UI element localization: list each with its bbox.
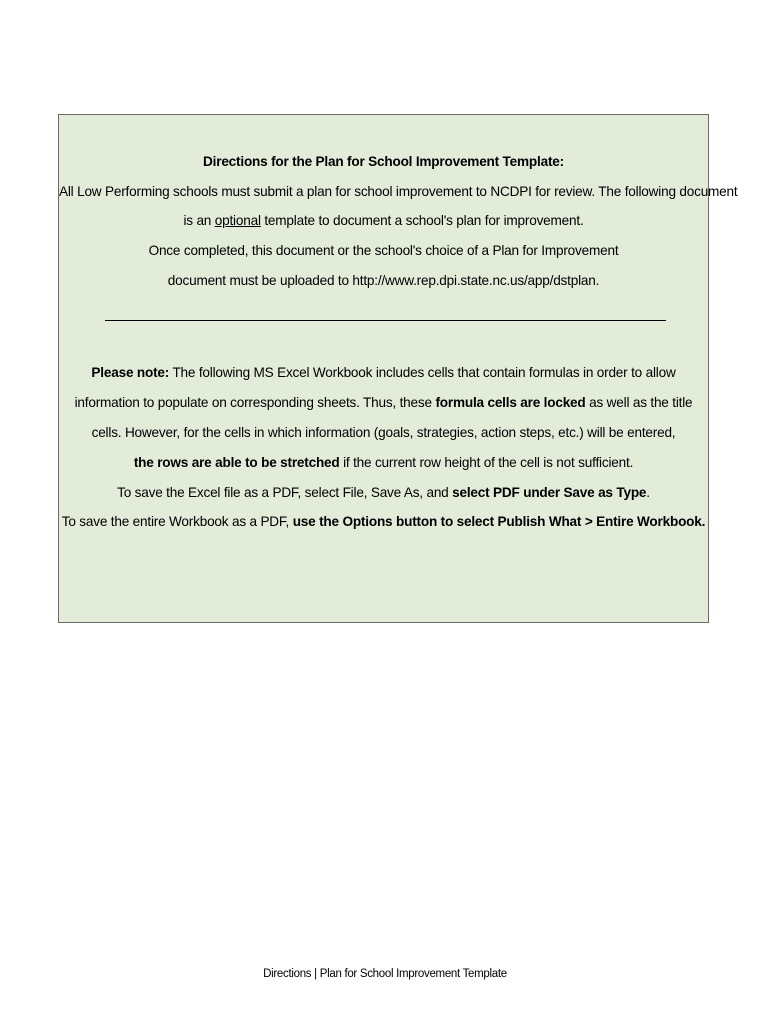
directions-title-text: Directions for the Plan for School Improvement Template: [203,154,564,169]
note-line-3: cells. However, for the cells in which information (goals, strategies, action steps, etc.) will be entered, [91,425,676,440]
note-line-5-post: . [646,485,650,500]
please-note-label: Please note: [91,365,170,380]
directions-title [59,153,708,171]
note-line-2 [59,394,708,412]
note-line-2-pre: information to populate on corresponding sheets. Thus, these [74,395,436,410]
intro-line-2 [59,212,708,230]
note-line-5 [59,484,708,502]
note-line-4 [59,454,708,472]
section-divider [105,320,666,321]
select-pdf-text: select PDF under Save as Type [452,485,647,500]
intro-line-4: document must be uploaded to http://www.rep.dpi.state.nc.us/app/dstplan. [167,273,600,288]
optional-underlined-text: optional [214,213,261,228]
intro-line-2-post: template to document a school's plan for improvement. [260,213,584,228]
rows-stretched-text: the rows are able to be stretched [133,455,340,470]
note-line-2-post: as well as the title [585,395,693,410]
intro-line-3: Once completed, this document or the school's choice of a Plan for Improvement [148,243,619,258]
note-line-6-pre: To save the entire Workbook as a PDF, [61,514,293,529]
formula-cells-locked-text: formula cells are locked [435,395,586,410]
directions-panel [58,114,738,623]
page-footer: Directions | Plan for School Improvement Template [263,968,507,980]
note-line-6 [59,513,708,531]
note-line-5-pre: To save the Excel file as a PDF, select File, Save As, and [117,485,453,500]
note-line-4-post: if the current row height of the cell is not sufficient. [339,455,634,470]
intro-line-1: All Low Performing schools must submit a plan for school improvement to NCDPI for review. The following document [59,184,738,199]
note-line-1-rest: The following MS Excel Workbook includes cells that contain formulas in order to allow [169,365,676,380]
options-button-text: use the Options button to select Publish What > Entire Workbook. [292,514,706,529]
note-line-1 [59,364,708,382]
intro-line-2-pre: is an [183,213,215,228]
